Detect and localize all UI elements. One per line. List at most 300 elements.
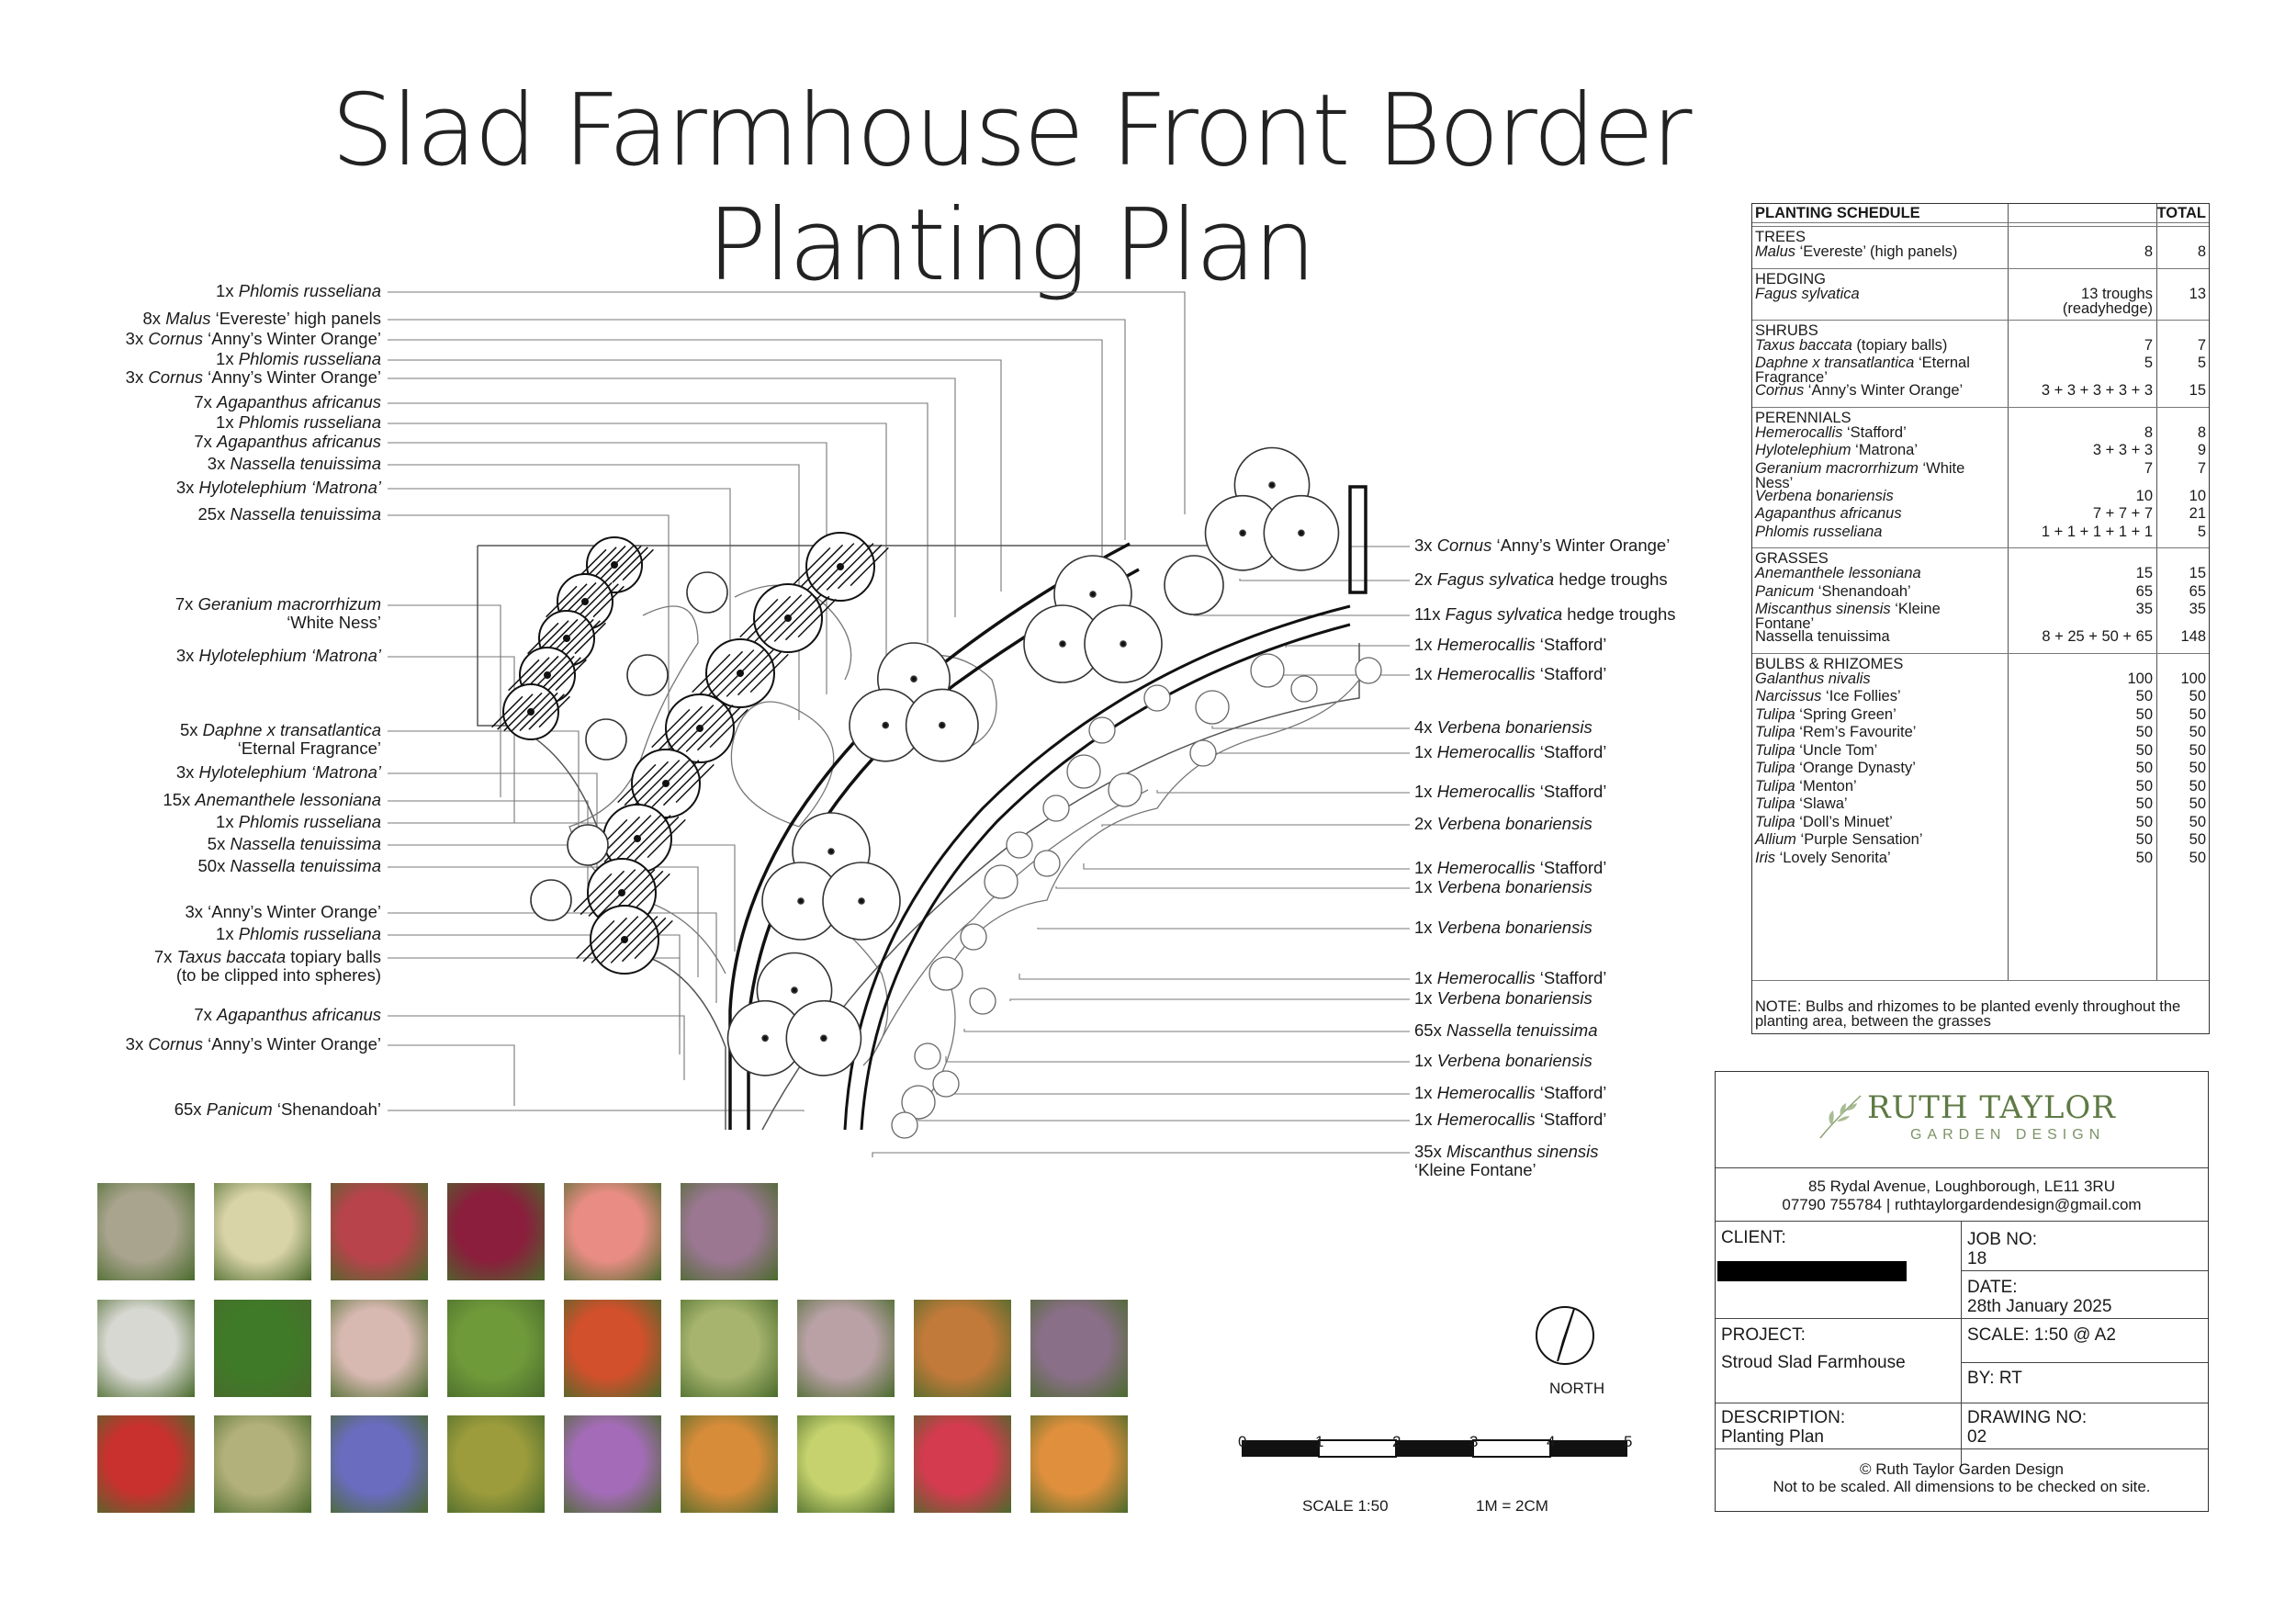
plant-total: 50 (2189, 705, 2206, 723)
label-quantity: 3x (125, 329, 149, 348)
quantity-value: 10 (2135, 487, 2153, 504)
scale-tick-label: 1 (1315, 1433, 1324, 1450)
tree-malus (577, 906, 673, 974)
plant-species: Geranium macrorrhizum (1755, 459, 1919, 477)
scale-bar-graphic (1240, 1433, 1635, 1459)
plant-cultivar: Nassella tenuissima (1755, 628, 1890, 645)
plant-label (216, 413, 381, 432)
plant-photo (447, 1415, 545, 1513)
label-quantity: 50x (197, 856, 231, 875)
label-quantity: 65x (174, 1099, 207, 1119)
plant-quantity (2015, 461, 2153, 476)
plant-cultivar: ‘Kleine (1890, 601, 1941, 617)
section-name: TREES (1755, 229, 1806, 245)
plant-label (194, 1006, 381, 1024)
leader-line (1056, 886, 1410, 888)
plant-label (198, 505, 381, 524)
label-species: Hylotelephium ‘Matrona’ (198, 646, 381, 665)
shrub-cornus (1206, 447, 1339, 569)
plant-label (1414, 1110, 1606, 1129)
label-quantity: 25x (197, 504, 231, 524)
label-line-2: ‘White Ness’ (287, 613, 381, 632)
plant-label (1414, 605, 1676, 624)
label-quantity: 1x (216, 924, 239, 943)
quantity-value: 8 (2144, 243, 2153, 260)
plant-label (143, 310, 382, 328)
label-species: Verbena bonariensis (1436, 717, 1593, 737)
quantity-value: 5 (2144, 355, 2153, 371)
label-cultivar: ‘Stafford’ (1535, 968, 1607, 987)
label-cultivar: ‘Stafford’ (1535, 1110, 1607, 1129)
label-quantity: 1x (1414, 877, 1437, 896)
quantity-value: 50 (2135, 777, 2153, 795)
quantity-value: 50 (2135, 705, 2153, 723)
label-species: Malus (165, 309, 211, 328)
plant-label (1414, 1143, 1599, 1179)
plant-label (180, 721, 381, 758)
plant-name (1755, 796, 2003, 811)
leader-line (964, 1029, 1410, 1031)
plant-photo (564, 1415, 661, 1513)
label-quantity: 1x (216, 412, 239, 432)
grass-drifts (569, 585, 1359, 1111)
label-species: Hemerocallis (1436, 1083, 1536, 1102)
label-species: Cornus (148, 367, 203, 387)
plant-cultivar: ‘Evereste’ (high panels) (1795, 243, 1958, 260)
plant-quantity (2015, 743, 2153, 758)
plant-total: 8 (2197, 243, 2206, 260)
plant-name (1755, 725, 2003, 739)
schedule-total-header: TOTAL (2156, 205, 2206, 221)
plant-label (185, 903, 381, 921)
plant-total: 8 (2197, 423, 2206, 441)
plant-photo (214, 1300, 311, 1397)
plant-cultivar: (topiary balls) (1851, 336, 1948, 354)
plant-label (176, 763, 381, 782)
plant-cultivar: ‘Stafford’ (1842, 423, 1907, 441)
plant-label (1414, 1052, 1593, 1070)
plant-label (1414, 665, 1606, 683)
label-quantity: 2x (1414, 814, 1437, 833)
label-species: Verbena bonariensis (1436, 1051, 1593, 1070)
label-species: Miscanthus sinensis (1446, 1142, 1599, 1161)
quantity-value: 8 + 25 + 50 + 65 (2042, 628, 2153, 645)
north-label: NORTH (1549, 1380, 1605, 1397)
plant-label (198, 857, 381, 875)
plant-species: Cornus (1755, 382, 1805, 399)
label-quantity: 4x (1414, 717, 1437, 737)
job-label: JOB NO: (1967, 1230, 2038, 1249)
label-quantity: 3x (125, 367, 149, 387)
plant-cultivar: ‘Eternal (1914, 355, 1970, 371)
plant-total: 50 (2189, 831, 2206, 848)
plant-quantity (2015, 383, 2153, 398)
scale-tick-label: 3 (1469, 1433, 1479, 1450)
plant-quantity (2015, 832, 2153, 847)
plant-name (1755, 425, 2003, 440)
label-cultivar: ‘Stafford’ (1535, 858, 1607, 877)
quantity-value: 50 (2135, 760, 2153, 776)
logo-name: RUTH TAYLOR (1867, 1089, 2116, 1126)
plant-species: Agapanthus africanus (1755, 505, 1902, 522)
leader-line (872, 1153, 1410, 1157)
plant-cultivar: ‘Rem’s Favourite’ (1795, 724, 1917, 740)
label-line-2: ‘Kleine Fontane’ (1414, 1160, 1536, 1179)
perennial-circle (985, 865, 1018, 898)
plant-name (1755, 584, 2003, 599)
plant-label (126, 330, 381, 348)
plant-name (1755, 461, 2003, 490)
plant-total: 50 (2189, 795, 2206, 812)
label-quantity: 1x (1414, 988, 1437, 1008)
plant-photo (331, 1300, 428, 1397)
plant-total: 5 (2197, 355, 2206, 371)
perennial-circle (1109, 773, 1142, 806)
label-species: Nassella tenuissima (230, 504, 381, 524)
leaf-logo-icon (1815, 1090, 1866, 1142)
plant-cultivar: ‘Slawa’ (1795, 795, 1848, 812)
plant-name (1755, 602, 2003, 631)
label-species: Verbena bonariensis (1436, 877, 1593, 896)
plant-cultivar: ‘Lovely Senorita’ (1775, 849, 1891, 866)
perennial-circle (1067, 755, 1100, 788)
plant-photo (214, 1415, 311, 1513)
label-species: Agapanthus africanus (217, 432, 381, 451)
plant-species: Daphne x transatlantica (1755, 355, 1915, 371)
label-quantity: 8x (142, 309, 166, 328)
label-quantity: 7x (194, 432, 218, 451)
plant-name (1755, 851, 2003, 865)
plant-name-line-2: Fragrance’ (1755, 369, 1828, 386)
leader-line (1038, 928, 1410, 929)
quantity-value: 3 + 3 + 3 + 3 + 3 (2041, 382, 2153, 399)
plant-label (1414, 1021, 1597, 1040)
project-label: PROJECT: (1721, 1325, 1806, 1345)
plant-photo (97, 1415, 195, 1513)
plant-name (1755, 524, 2003, 539)
shrub-cornus (850, 643, 978, 761)
leader-line (937, 1093, 1410, 1094)
perennial-circle (970, 988, 996, 1014)
plant-species: Anemanthele lessoniana (1755, 565, 1921, 581)
leader-line (946, 1056, 1410, 1062)
plant-label (194, 393, 381, 411)
quantity-value: 50 (2135, 795, 2153, 812)
perennial-circle (933, 1071, 959, 1097)
label-species: Cornus (148, 1034, 203, 1054)
plant-photo (797, 1300, 895, 1397)
label-cultivar: ‘Stafford’ (1535, 635, 1607, 654)
leader-line (388, 360, 1001, 592)
north-arrow-icon (1534, 1304, 1596, 1367)
label-cultivar: ‘Evereste’ high panels (210, 309, 381, 328)
leader-line (388, 340, 1102, 566)
plant-name (1755, 832, 2003, 847)
plant-photo (447, 1300, 545, 1397)
plant-species: Fagus sylvatica (1755, 285, 1860, 302)
plant-label (216, 282, 381, 300)
label-line-2: (to be clipped into spheres) (175, 965, 381, 985)
planting-schedule-table (1751, 203, 2210, 1034)
label-quantity: 3x (1414, 535, 1437, 555)
label-species: Nassella tenuissima (230, 834, 381, 853)
plant-label (208, 835, 381, 853)
plant-total: 50 (2189, 741, 2206, 759)
plant-label (208, 455, 381, 473)
perennial-circle (1144, 685, 1170, 711)
quantity-value: 8 (2144, 423, 2153, 441)
plant-photo (447, 1183, 545, 1280)
plant-label (1414, 815, 1593, 833)
quantity-value: 50 (2135, 813, 2153, 830)
quantity-note: (readyhedge) (2062, 299, 2153, 317)
label-cultivar: ‘Anny’s Winter Orange’ (203, 1034, 381, 1054)
leader-line (388, 773, 597, 874)
plant-photo (331, 1183, 428, 1280)
plant-species: Iris (1755, 849, 1775, 866)
quantity-value: 7 + 7 + 7 (2092, 505, 2153, 522)
scale-tick-label: 2 (1392, 1433, 1401, 1450)
plant-label (1414, 743, 1606, 761)
plant-label (1414, 1084, 1606, 1102)
plant-quantity (2015, 355, 2153, 370)
plant-label (1414, 783, 1606, 801)
shrub-circle (687, 572, 727, 613)
label-cultivar: ‘Anny’s Winter Orange’ (208, 902, 381, 921)
label-species: Nassella tenuissima (230, 454, 381, 473)
plant-species: Tulipa (1755, 760, 1795, 776)
label-species: Verbena bonariensis (1436, 814, 1593, 833)
plant-photo (214, 1183, 311, 1280)
plant-name (1755, 489, 2003, 503)
plant-photo (564, 1300, 661, 1397)
plant-quantity (2015, 796, 2153, 811)
copyright: © Ruth Taylor Garden Design (1860, 1460, 2064, 1478)
plant-species: Galanthus nivalis (1755, 670, 1871, 687)
label-quantity: 65x (1414, 1020, 1446, 1040)
perennial-circle (892, 1112, 917, 1138)
label-species: Phlomis russeliana (238, 349, 381, 368)
plant-quantity (2015, 524, 2153, 539)
label-quantity: 1x (1414, 742, 1437, 761)
plant-total: 100 (2180, 670, 2206, 687)
plant-cultivar: ‘Menton’ (1795, 777, 1857, 795)
plant-quantity (2015, 566, 2153, 580)
plant-photo (914, 1415, 1011, 1513)
logo-subtitle: GARDEN DESIGN (1910, 1127, 2106, 1143)
plant-species: Tulipa (1755, 724, 1795, 740)
plant-photo (914, 1300, 1011, 1397)
plant-quantity (2015, 425, 2153, 440)
plant-total: 35 (2189, 601, 2206, 617)
label-cultivar: hedge troughs (1554, 569, 1668, 589)
page-title: Slad Farmhouse Front Border Planting Plan (331, 73, 1690, 303)
section-name: SHRUBS (1755, 321, 1818, 339)
plant-label (163, 791, 381, 809)
quantity-value: 35 (2135, 601, 2153, 617)
plant-label (1414, 536, 1670, 555)
leader-line (388, 320, 1125, 540)
plant-name (1755, 244, 2003, 259)
plant-total: 50 (2189, 777, 2206, 795)
label-species: Phlomis russeliana (238, 924, 381, 943)
plant-total: 50 (2189, 813, 2206, 830)
perennial-circle (1007, 832, 1032, 858)
label-species: Hemerocallis (1436, 858, 1536, 877)
label-cultivar: ‘Anny’s Winter Orange’ (1491, 535, 1671, 555)
plant-species: Tulipa (1755, 705, 1795, 723)
leader-line (1157, 790, 1410, 793)
label-species: Hylotelephium ‘Matrona’ (198, 762, 381, 782)
plant-label (1414, 718, 1593, 737)
perennial-circle (1043, 795, 1069, 821)
label-quantity: 2x (1414, 569, 1437, 589)
plant-name (1755, 815, 2003, 829)
plant-name (1755, 689, 2003, 704)
plant-name (1755, 355, 2003, 385)
plant-species: Verbena bonariensis (1755, 487, 1894, 504)
label-species: Panicum (206, 1099, 273, 1119)
label-species: Hemerocallis (1436, 968, 1536, 987)
plant-label (126, 368, 381, 387)
schedule-note: NOTE: Bulbs and rhizomes to be planted evenly throughout the planting area, between the grasses (1755, 998, 2181, 1030)
label-species: Anemanthele lessoniana (195, 790, 381, 809)
plant-total: 50 (2189, 849, 2206, 866)
plant-total: 13 (2189, 285, 2206, 302)
shrub-circle (627, 655, 668, 695)
label-quantity: 1x (1414, 782, 1437, 801)
label-cultivar: ‘Stafford’ (1535, 782, 1607, 801)
plant-species: Malus (1755, 243, 1796, 260)
perennial-circle (929, 957, 962, 990)
drawing-label: DRAWING NO: (1967, 1408, 2088, 1427)
perennial-circle (915, 1043, 940, 1069)
quantity-value: 50 (2135, 724, 2153, 740)
quantity-value: 1 + 1 + 1 + 1 + 1 (2041, 523, 2153, 540)
date-value: 28th January 2025 (1967, 1297, 2112, 1316)
plant-species: Tulipa (1755, 777, 1795, 795)
plant-quantity (2015, 779, 2153, 794)
plant-total: 50 (2189, 688, 2206, 704)
leader-line (1286, 646, 1410, 648)
label-species: Hemerocallis (1436, 782, 1536, 801)
leader-line (918, 1116, 1410, 1121)
plant-total: 148 (2180, 628, 2206, 645)
quantity-value: 15 (2135, 565, 2153, 581)
label-species: Fagus sylvatica (1436, 569, 1555, 589)
plant-quantity (2015, 287, 2153, 316)
plant-label (126, 1035, 381, 1054)
plant-name (1755, 338, 2003, 353)
label-quantity: 35x (1414, 1142, 1446, 1161)
plant-cultivar: ‘Uncle Tom’ (1795, 741, 1878, 759)
label-cultivar: ‘Anny’s Winter Orange’ (203, 329, 381, 348)
schedule-header: PLANTING SCHEDULE (1755, 205, 1920, 221)
disclaimer: Not to be scaled. All dimensions to be checked on site. (1773, 1478, 2151, 1495)
client-label: CLIENT: (1721, 1228, 1786, 1247)
plant-total: 9 (2197, 442, 2206, 458)
perennial-circle (1089, 717, 1115, 743)
quantity-value: 100 (2127, 670, 2153, 687)
plant-cultivar: ‘Spring Green’ (1795, 705, 1896, 723)
plant-quantity (2015, 815, 2153, 829)
plant-quantity (2015, 489, 2153, 503)
leader-line (1350, 487, 1410, 547)
plant-name-line-2: Fontane’ (1755, 615, 1815, 632)
plant-cultivar: ‘Orange Dynasty’ (1795, 760, 1916, 776)
plant-name (1755, 707, 2003, 722)
plant-label (1414, 878, 1593, 896)
quantity-value: 50 (2135, 849, 2153, 866)
plant-quantity (2015, 443, 2153, 457)
leader-line (388, 1016, 684, 1080)
plant-quantity (2015, 761, 2153, 775)
quantity-value: 13 troughs (2081, 285, 2153, 302)
quantity-value: 7 (2144, 459, 2153, 477)
perennial-circle (1251, 654, 1284, 687)
plant-total: 15 (2189, 565, 2206, 581)
contact: 07790 755784 | ruthtaylorgardendesign@gmail.com (1782, 1196, 2142, 1213)
plant-total: 15 (2189, 382, 2206, 399)
plant-photo (681, 1300, 778, 1397)
shrub-circle (531, 880, 571, 920)
plant-label (1414, 636, 1606, 654)
leader-line (1019, 974, 1410, 979)
plant-quantity (2015, 629, 2153, 644)
label-species: Agapanthus africanus (217, 1005, 381, 1024)
label-quantity: 1x (1414, 664, 1437, 683)
plant-species: Tulipa (1755, 795, 1795, 812)
label-quantity: 1x (1414, 968, 1437, 987)
label-cultivar: topiary balls (286, 947, 381, 966)
label-quantity: 1x (1414, 1083, 1437, 1102)
label-quantity: 5x (207, 834, 231, 853)
plant-cultivar: ‘Purple Sensation’ (1795, 831, 1923, 848)
plant-total: 21 (2189, 505, 2206, 522)
perennial-circle (1356, 658, 1381, 683)
title-block (1715, 1071, 2209, 1512)
section-name: HEDGING (1755, 270, 1827, 287)
shrub-circle (568, 825, 608, 865)
label-line-2: ‘Eternal Fragrance’ (237, 738, 381, 758)
leader-line (1194, 597, 1410, 615)
label-species: Cornus (1436, 535, 1492, 555)
plant-name-line-2: Ness’ (1755, 474, 1794, 491)
label-species: Nassella tenuissima (230, 856, 381, 875)
leader-line (388, 731, 579, 849)
plant-quantity (2015, 671, 2153, 686)
label-quantity: 1x (1414, 918, 1437, 937)
shrub-cornus (728, 953, 861, 1076)
address: 85 Rydal Avenue, Loughborough, LE11 3RU (1808, 1178, 2115, 1195)
leader-line (1102, 825, 1410, 827)
label-quantity: 3x (175, 762, 199, 782)
leader-line (1240, 579, 1410, 580)
plant-cultivar: ‘Shenandoah’ (1814, 582, 1911, 600)
plant-label (154, 948, 381, 985)
shrub-cornus (762, 813, 900, 940)
label-quantity: 1x (216, 281, 239, 300)
plant-quantity (2015, 506, 2153, 521)
label-species: Hylotelephium ‘Matrona’ (198, 478, 381, 497)
plant-photo (564, 1183, 661, 1280)
plant-quantity (2015, 707, 2153, 722)
leader-line (388, 657, 514, 823)
plant-total: 7 (2197, 336, 2206, 354)
plant-label (1414, 570, 1668, 589)
plant-label (176, 647, 381, 665)
quantity-value: 65 (2135, 582, 2153, 600)
